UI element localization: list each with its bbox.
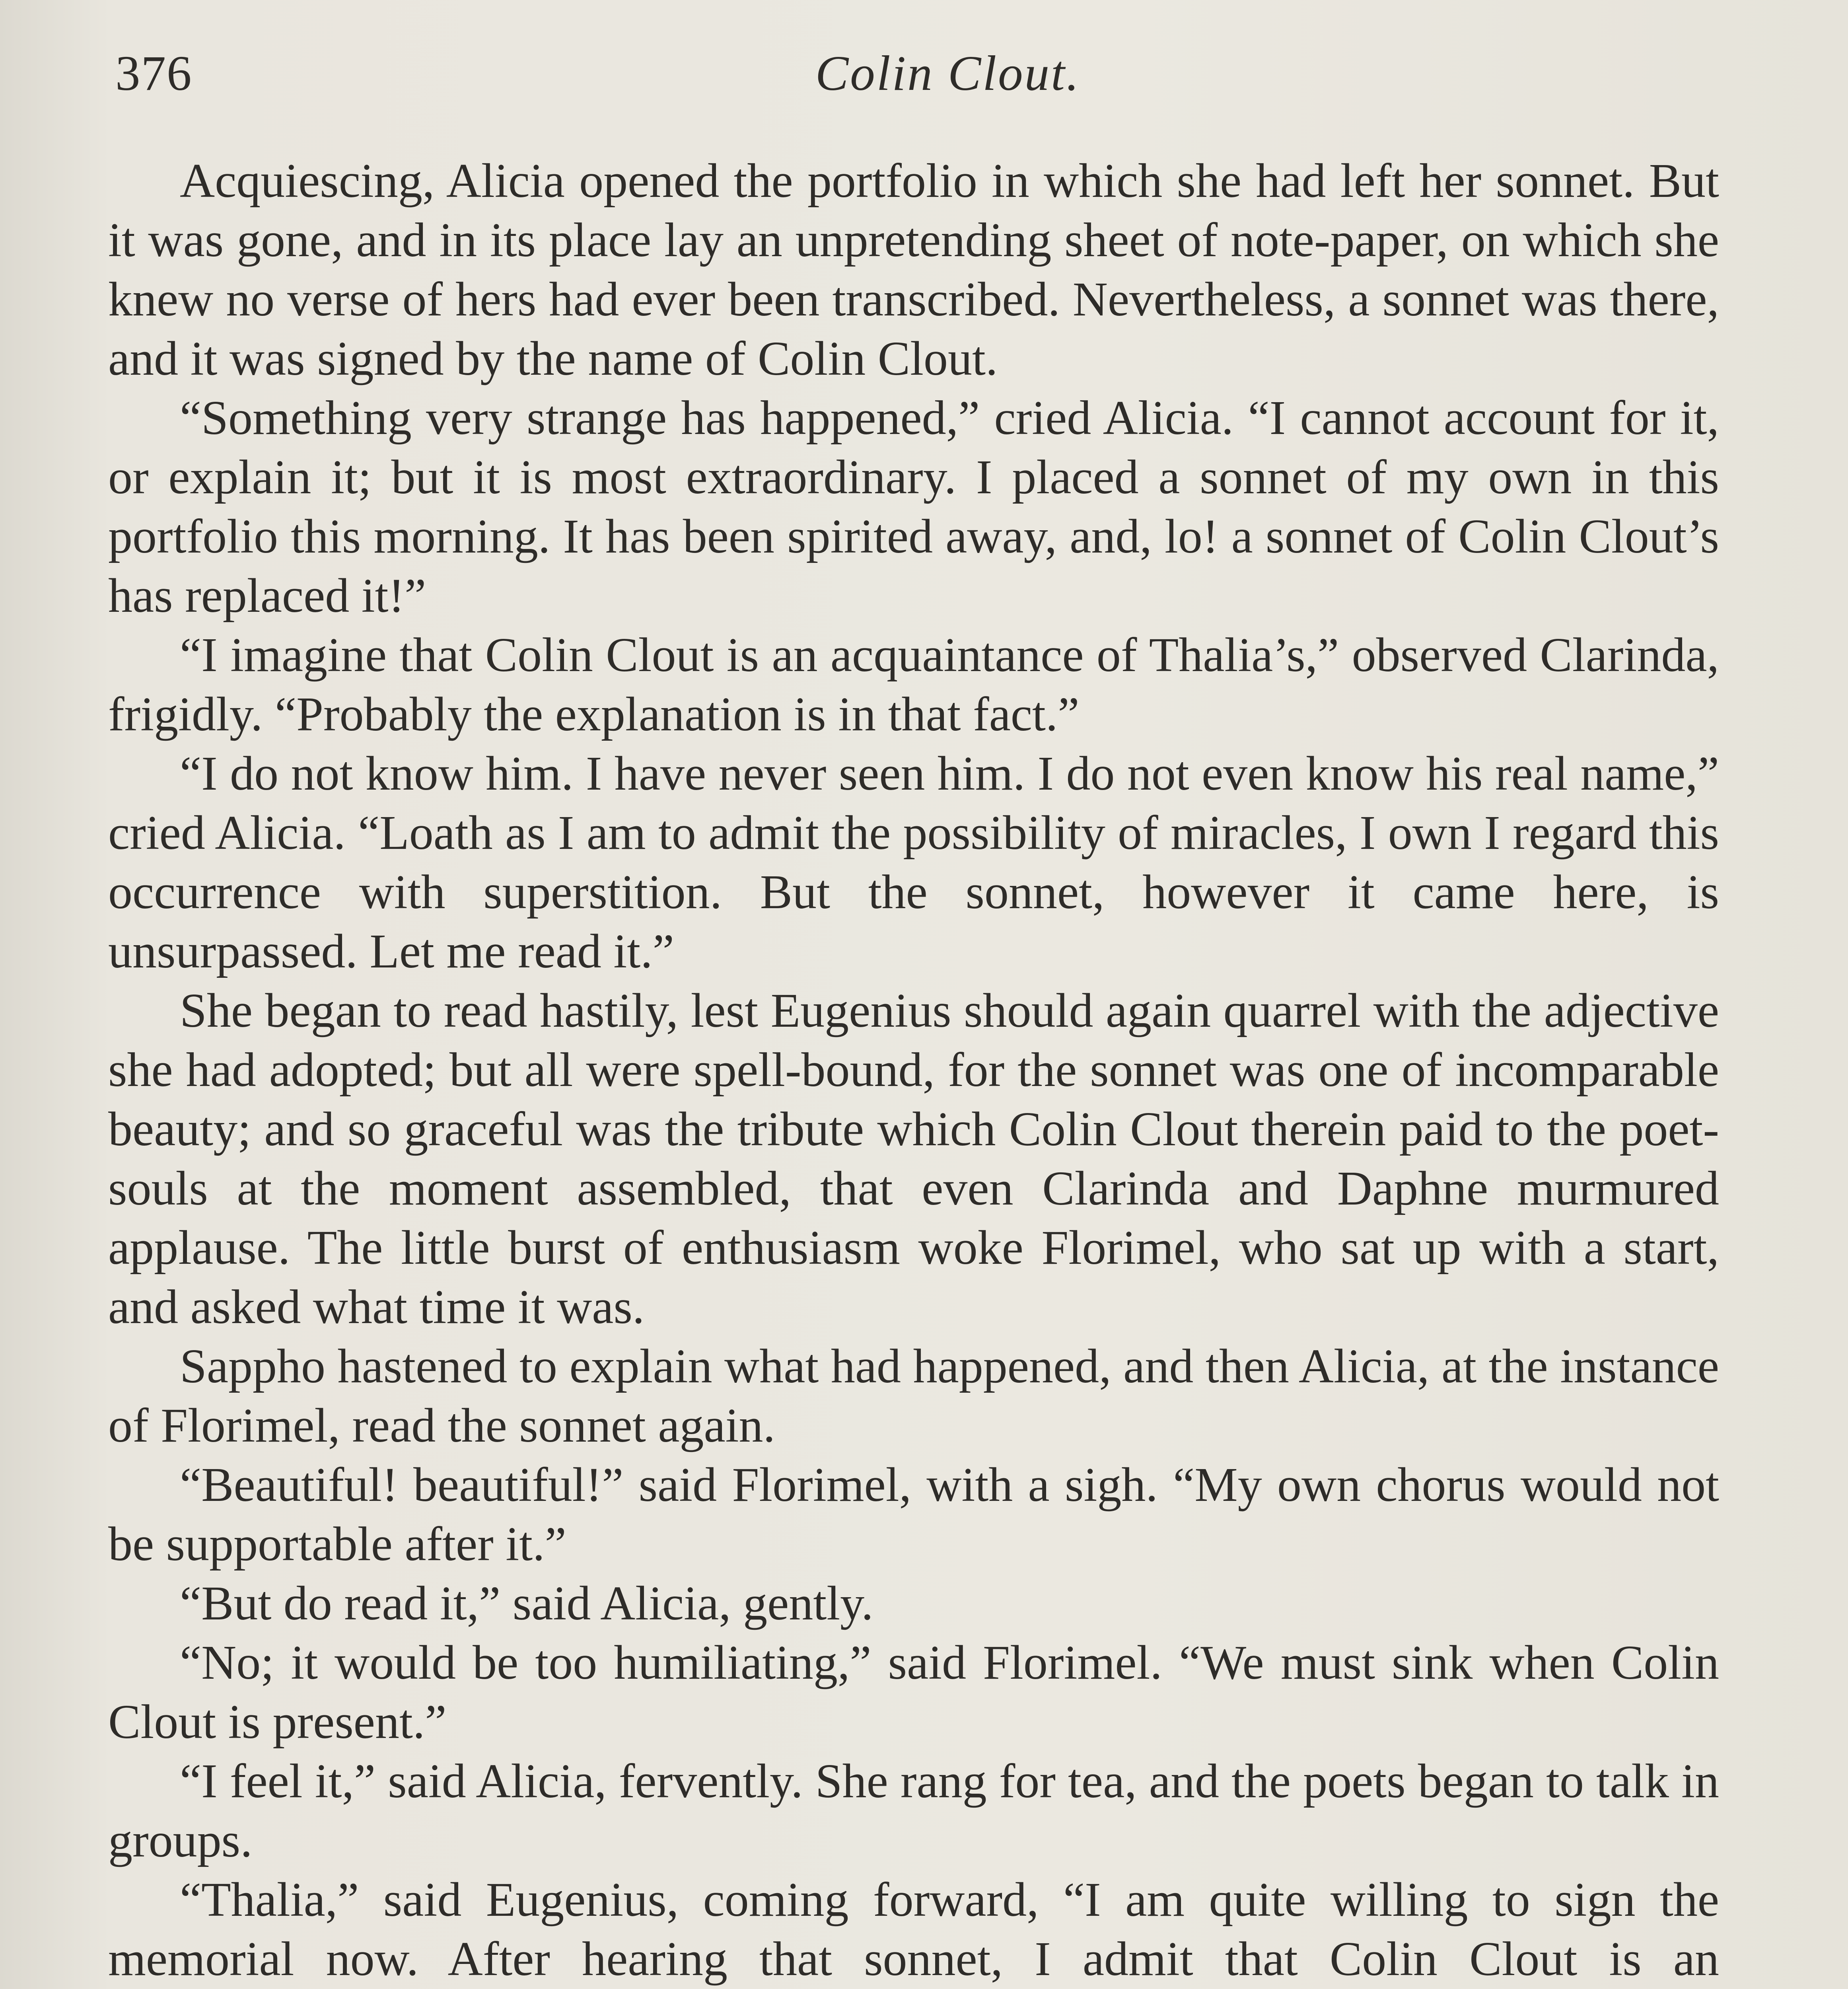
paragraph: “Beautiful! beautiful!” said Florimel, with a sigh. “My own chorus would not be supportable after it.” — [108, 1458, 1719, 1571]
paragraph: She began to read hastily, lest Eugenius should again quarrel with the adjective she had adopted; but all were spell-bound, for the sonnet was one of incomparable beauty; and so graceful was the tribute which Colin Clout therein paid to the poet-souls at the moment assembled, that even Clarinda and Daphne murmured applause. The little burst of enthusiasm woke Florimel, who sat up with a start, and asked what time it was. — [108, 984, 1719, 1334]
paragraph: “But do read it,” said Alicia, gently. — [180, 1576, 873, 1630]
paragraph: “I feel it,” said Alicia, fervently. She rang for tea, and the poets began to talk in groups. — [108, 1754, 1719, 1867]
paragraph: “Something very strange has happened,” cried Alicia. “I cannot account for it, or explain it; but it is most extraordinary. I placed a sonnet of my own in this portfolio this morning. It has been spirited away, and, lo! a sonnet of Colin Clout’s has replaced it!” — [108, 391, 1719, 623]
body-text — [108, 151, 1719, 1989]
paragraph: “I imagine that Colin Clout is an acquaintance of Thalia’s,” observed Clarinda, frigidly. “Probably the explanation is in that fact.” — [108, 628, 1719, 741]
paragraph: “I do not know him. I have never seen him. I do not even know his real name,” cried Alicia. “Loath as I am to admit the possibility of miracles, I own I regard this occurrence with superstition. But the sonnet, however it came here, is unsurpassed. Let me read it.” — [108, 747, 1719, 978]
running-title: Colin Clout. — [815, 46, 1081, 101]
page-number: 376 — [115, 46, 193, 101]
paragraph: Acquiescing, Alicia opened the portfolio in which she had left her sonnet. But it was gone, and in its place lay an unpretending sheet of note-paper, on which she knew no verse of hers had ever been transcribed. Nevertheless, a sonnet was there, and it was signed by the name of Colin Clout. — [108, 154, 1719, 385]
paragraph: Sappho hastened to explain what had happened, and then Alicia, at the instance of Florimel, read the sonnet again. — [108, 1339, 1719, 1452]
paragraph: “No; it would be too humiliating,” said Florimel. “We must sink when Colin Clout is present.” — [108, 1636, 1719, 1749]
paragraph: “Thalia,” said Eugenius, coming forward, “I am quite willing to sign the memorial now. After hearing that sonnet, I admit that Colin Clout is an — [108, 1873, 1719, 1986]
